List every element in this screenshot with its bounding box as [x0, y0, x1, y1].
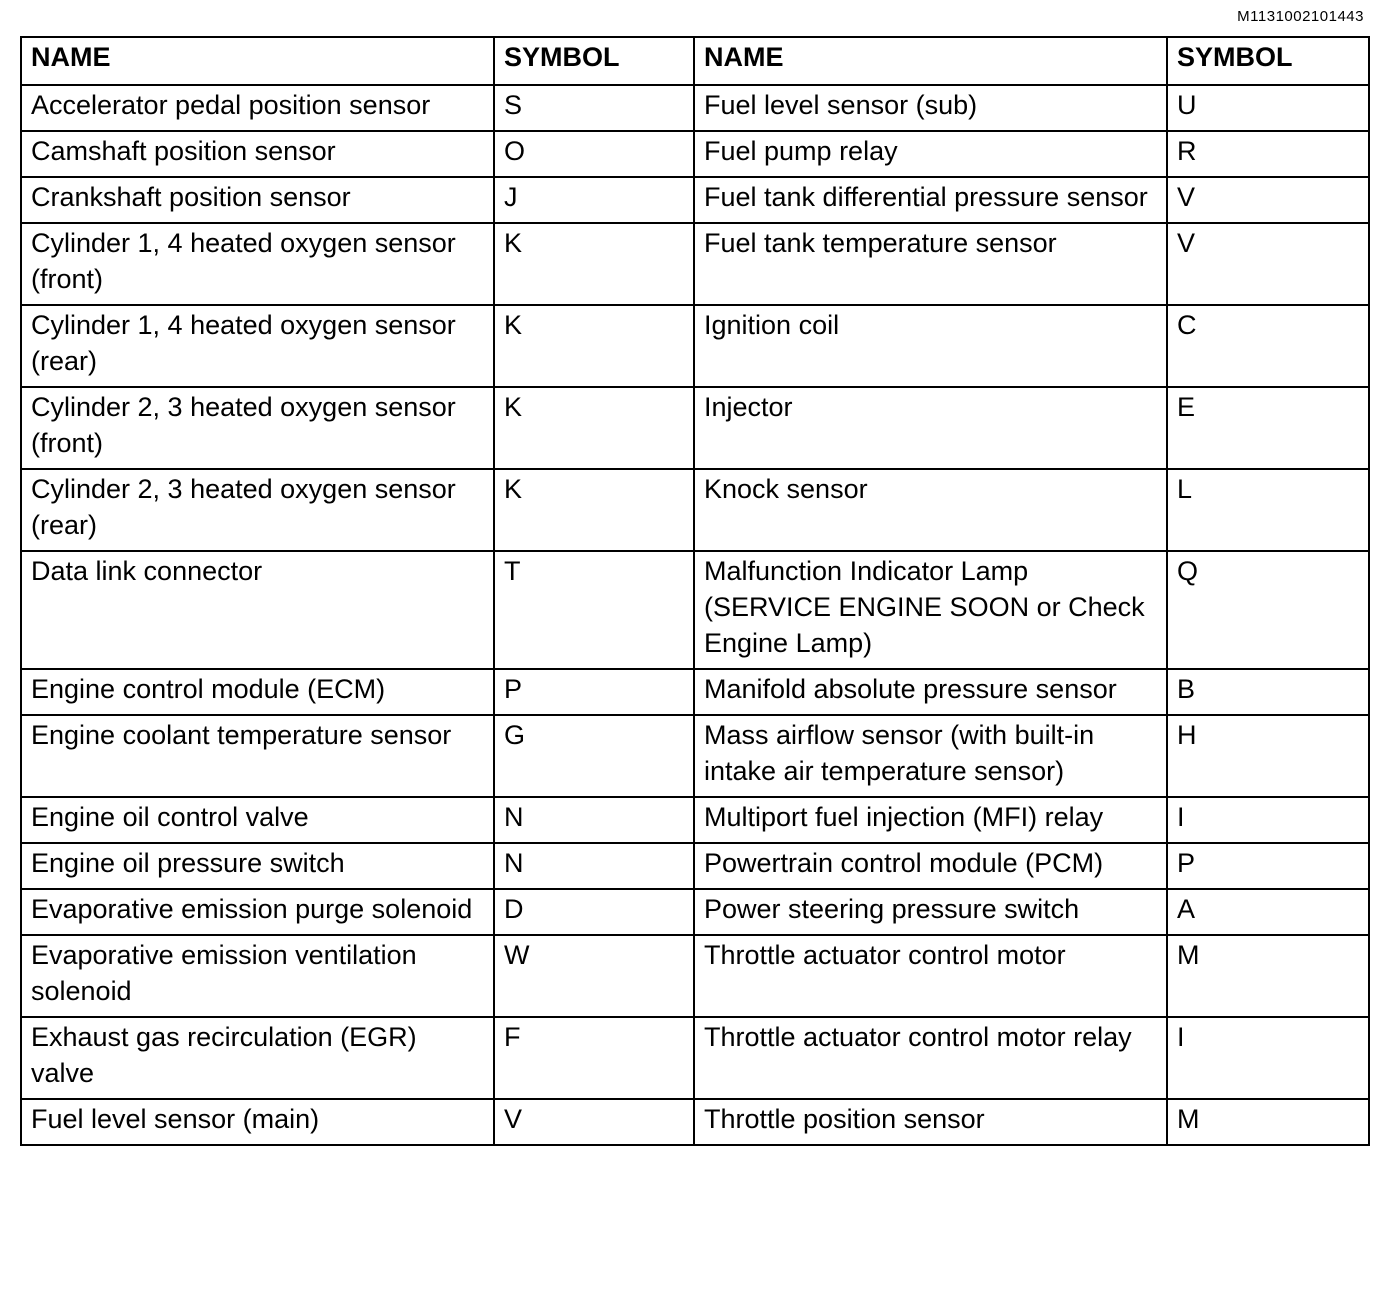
symbol-right-cell: Q: [1167, 551, 1369, 669]
name-left-cell: Data link connector: [21, 551, 494, 669]
name-right-cell: Power steering pressure switch: [694, 889, 1167, 935]
symbol-right-cell: A: [1167, 889, 1369, 935]
symbol-left-cell: T: [494, 551, 694, 669]
name-right-cell: Throttle actuator control motor: [694, 935, 1167, 1017]
symbol-right-cell: B: [1167, 669, 1369, 715]
table-row: [21, 131, 1369, 177]
symbol-left-cell: F: [494, 1017, 694, 1099]
symbol-right-cell: I: [1167, 1017, 1369, 1099]
table-row: [21, 305, 1369, 387]
name-left-cell: Cylinder 1, 4 heated oxygen sensor (rear): [21, 305, 494, 387]
name-right-cell: Ignition coil: [694, 305, 1167, 387]
name-left-cell: Fuel level sensor (main): [21, 1099, 494, 1145]
name-left-cell: Camshaft position sensor: [21, 131, 494, 177]
header-name-left: NAME: [21, 37, 494, 85]
table-row: [21, 387, 1369, 469]
name-left-cell: Cylinder 2, 3 heated oxygen sensor (rear): [21, 469, 494, 551]
name-left-cell: Engine coolant temperature sensor: [21, 715, 494, 797]
table-row: [21, 1099, 1369, 1145]
table-row: [21, 223, 1369, 305]
symbol-left-cell: O: [494, 131, 694, 177]
symbol-left-cell: V: [494, 1099, 694, 1145]
symbol-right-cell: E: [1167, 387, 1369, 469]
symbol-left-cell: P: [494, 669, 694, 715]
document-id: M1131002101443: [1237, 8, 1364, 25]
symbol-left-cell: W: [494, 935, 694, 1017]
table-row: [21, 889, 1369, 935]
symbol-left-cell: K: [494, 469, 694, 551]
name-left-cell: Engine oil pressure switch: [21, 843, 494, 889]
table-row: [21, 469, 1369, 551]
table-row: [21, 935, 1369, 1017]
name-right-cell: Malfunction Indicator Lamp (SERVICE ENGINE SOON or Check Engine Lamp): [694, 551, 1167, 669]
name-left-cell: Engine oil control valve: [21, 797, 494, 843]
table-row: [21, 551, 1369, 669]
table-row: [21, 715, 1369, 797]
symbol-left-cell: J: [494, 177, 694, 223]
symbol-left-cell: K: [494, 387, 694, 469]
name-right-cell: Throttle position sensor: [694, 1099, 1167, 1145]
header-symbol-left: SYMBOL: [494, 37, 694, 85]
symbol-right-cell: V: [1167, 177, 1369, 223]
name-left-cell: Exhaust gas recirculation (EGR) valve: [21, 1017, 494, 1099]
symbol-right-cell: L: [1167, 469, 1369, 551]
table-row: [21, 85, 1369, 131]
header-name-right: NAME: [694, 37, 1167, 85]
table-row: [21, 177, 1369, 223]
name-left-cell: Engine control module (ECM): [21, 669, 494, 715]
name-right-cell: Mass airflow sensor (with built-in intake air temperature sensor): [694, 715, 1167, 797]
table-row: [21, 797, 1369, 843]
symbol-right-cell: C: [1167, 305, 1369, 387]
symbol-right-cell: I: [1167, 797, 1369, 843]
table-row: [21, 843, 1369, 889]
symbol-left-cell: D: [494, 889, 694, 935]
name-left-cell: Cylinder 1, 4 heated oxygen sensor (front): [21, 223, 494, 305]
symbol-right-cell: M: [1167, 1099, 1369, 1145]
symbol-right-cell: P: [1167, 843, 1369, 889]
symbol-right-cell: H: [1167, 715, 1369, 797]
name-right-cell: Fuel tank differential pressure sensor: [694, 177, 1167, 223]
component-symbol-table: [20, 36, 1370, 1146]
symbol-left-cell: N: [494, 843, 694, 889]
name-left-cell: Accelerator pedal position sensor: [21, 85, 494, 131]
name-left-cell: Cylinder 2, 3 heated oxygen sensor (front): [21, 387, 494, 469]
name-right-cell: Manifold absolute pressure sensor: [694, 669, 1167, 715]
symbol-left-cell: K: [494, 305, 694, 387]
name-right-cell: Fuel level sensor (sub): [694, 85, 1167, 131]
name-right-cell: Knock sensor: [694, 469, 1167, 551]
symbol-left-cell: S: [494, 85, 694, 131]
name-left-cell: Evaporative emission purge solenoid: [21, 889, 494, 935]
table-header-row: [21, 37, 1369, 85]
symbol-right-cell: U: [1167, 85, 1369, 131]
symbol-right-cell: V: [1167, 223, 1369, 305]
symbol-left-cell: K: [494, 223, 694, 305]
name-right-cell: Powertrain control module (PCM): [694, 843, 1167, 889]
symbol-left-cell: N: [494, 797, 694, 843]
name-right-cell: Fuel pump relay: [694, 131, 1167, 177]
symbol-right-cell: R: [1167, 131, 1369, 177]
header-symbol-right: SYMBOL: [1167, 37, 1369, 85]
name-right-cell: Throttle actuator control motor relay: [694, 1017, 1167, 1099]
name-right-cell: Fuel tank temperature sensor: [694, 223, 1167, 305]
symbol-left-cell: G: [494, 715, 694, 797]
name-left-cell: Evaporative emission ventilation solenoid: [21, 935, 494, 1017]
name-right-cell: Multiport fuel injection (MFI) relay: [694, 797, 1167, 843]
name-left-cell: Crankshaft position sensor: [21, 177, 494, 223]
name-right-cell: Injector: [694, 387, 1167, 469]
table-row: [21, 669, 1369, 715]
table-row: [21, 1017, 1369, 1099]
symbol-right-cell: M: [1167, 935, 1369, 1017]
